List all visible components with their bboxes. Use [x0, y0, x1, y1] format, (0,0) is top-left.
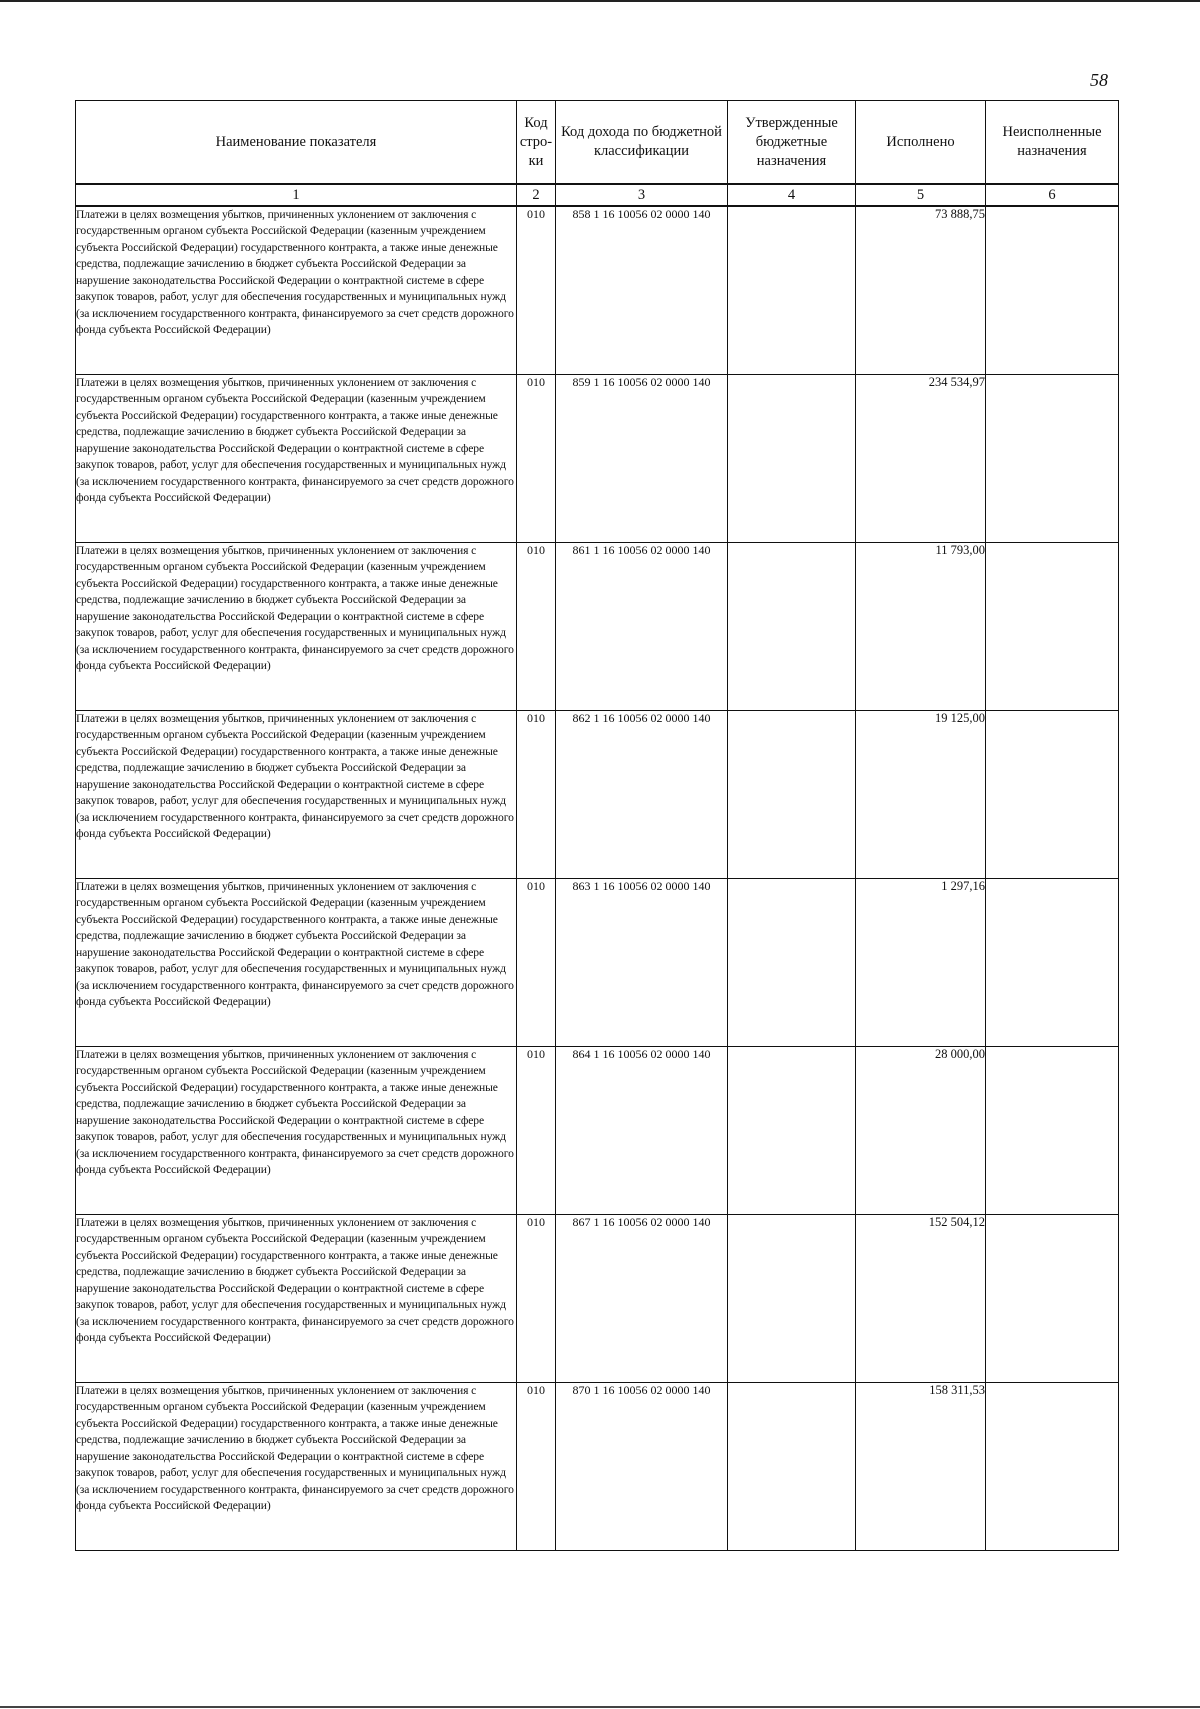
row-income-code: 867 1 16 10056 02 0000 140 [556, 1215, 728, 1383]
row-unexecuted [986, 543, 1119, 711]
row-line-code: 010 [517, 711, 556, 879]
row-executed: 158 311,53 [856, 1383, 986, 1551]
column-number: 1 [76, 184, 517, 206]
row-approved [728, 375, 856, 543]
row-income-code: 862 1 16 10056 02 0000 140 [556, 711, 728, 879]
row-unexecuted [986, 206, 1119, 375]
row-executed: 73 888,75 [856, 206, 986, 375]
row-unexecuted [986, 879, 1119, 1047]
row-name: Платежи в целях возмещения убытков, причиненных уклонением от заключения с государственным органом субъекта Российской Федерации (казенным учреждением субъекта Российской Федерации) государственного контракта, а также иные денежные средства, подлежащие зачислению в бюджет субъекта Российской Федерации за нарушение законодательства Российской Федерации о контрактной системе в сфере закупок товаров, работ, услуг для обеспечения государственных и муниципальных нужд (за исключением государственного контракта, финансируемого за счет средств дорожного фонда субъекта Российской Федерации) [76, 879, 517, 1047]
report-table [75, 100, 1119, 1551]
row-executed: 19 125,00 [856, 711, 986, 879]
row-executed: 11 793,00 [856, 543, 986, 711]
row-unexecuted [986, 711, 1119, 879]
header-income-code: Код дохода по бюджетной классификации [556, 101, 728, 185]
table-row [76, 1047, 1119, 1215]
column-number-row [76, 184, 1119, 206]
table-row [76, 1383, 1119, 1551]
column-number: 6 [986, 184, 1119, 206]
row-executed: 234 534,97 [856, 375, 986, 543]
header-executed: Исполнено [856, 101, 986, 185]
row-name: Платежи в целях возмещения убытков, причиненных уклонением от заключения с государственным органом субъекта Российской Федерации (казенным учреждением субъекта Российской Федерации) государственного контракта, а также иные денежные средства, подлежащие зачислению в бюджет субъекта Российской Федерации за нарушение законодательства Российской Федерации о контрактной системе в сфере закупок товаров, работ, услуг для обеспечения государственных и муниципальных нужд (за исключением государственного контракта, финансируемого за счет средств дорожного фонда субъекта Российской Федерации) [76, 711, 517, 879]
column-number: 4 [728, 184, 856, 206]
row-name: Платежи в целях возмещения убытков, причиненных уклонением от заключения с государственным органом субъекта Российской Федерации (казенным учреждением субъекта Российской Федерации) государственного контракта, а также иные денежные средства, подлежащие зачислению в бюджет субъекта Российской Федерации за нарушение законодательства Российской Федерации о контрактной системе в сфере закупок товаров, работ, услуг для обеспечения государственных и муниципальных нужд (за исключением государственного контракта, финансируемого за счет средств дорожного фонда субъекта Российской Федерации) [76, 1047, 517, 1215]
row-approved [728, 543, 856, 711]
row-line-code: 010 [517, 1215, 556, 1383]
row-line-code: 010 [517, 1383, 556, 1551]
row-income-code: 863 1 16 10056 02 0000 140 [556, 879, 728, 1047]
table-row [76, 375, 1119, 543]
header-unexecuted: Неисполненные назначения [986, 101, 1119, 185]
row-name: Платежи в целях возмещения убытков, причиненных уклонением от заключения с государственным органом субъекта Российской Федерации (казенным учреждением субъекта Российской Федерации) государственного контракта, а также иные денежные средства, подлежащие зачислению в бюджет субъекта Российской Федерации за нарушение законодательства Российской Федерации о контрактной системе в сфере закупок товаров, работ, услуг для обеспечения государственных и муниципальных нужд (за исключением государственного контракта, финансируемого за счет средств дорожного фонда субъекта Российской Федерации) [76, 375, 517, 543]
row-line-code: 010 [517, 375, 556, 543]
table-header-row [76, 101, 1119, 185]
header-line-code: Код стро- ки [517, 101, 556, 185]
header-name: Наименование показателя [76, 101, 517, 185]
row-name: Платежи в целях возмещения убытков, причиненных уклонением от заключения с государственным органом субъекта Российской Федерации (казенным учреждением субъекта Российской Федерации) государственного контракта, а также иные денежные средства, подлежащие зачислению в бюджет субъекта Российской Федерации за нарушение законодательства Российской Федерации о контрактной системе в сфере закупок товаров, работ, услуг для обеспечения государственных и муниципальных нужд (за исключением государственного контракта, финансируемого за счет средств дорожного фонда субъекта Российской Федерации) [76, 1383, 517, 1551]
table-row [76, 879, 1119, 1047]
row-executed: 1 297,16 [856, 879, 986, 1047]
row-unexecuted [986, 1047, 1119, 1215]
row-line-code: 010 [517, 1047, 556, 1215]
row-executed: 152 504,12 [856, 1215, 986, 1383]
table-row [76, 543, 1119, 711]
row-income-code: 859 1 16 10056 02 0000 140 [556, 375, 728, 543]
row-line-code: 010 [517, 879, 556, 1047]
row-name: Платежи в целях возмещения убытков, причиненных уклонением от заключения с государственным органом субъекта Российской Федерации (казенным учреждением субъекта Российской Федерации) государственного контракта, а также иные денежные средства, подлежащие зачислению в бюджет субъекта Российской Федерации за нарушение законодательства Российской Федерации о контрактной системе в сфере закупок товаров, работ, услуг для обеспечения государственных и муниципальных нужд (за исключением государственного контракта, финансируемого за счет средств дорожного фонда субъекта Российской Федерации) [76, 206, 517, 375]
column-number: 5 [856, 184, 986, 206]
scan-edge-top [0, 0, 1200, 2]
table-row [76, 206, 1119, 375]
row-approved [728, 1047, 856, 1215]
row-line-code: 010 [517, 206, 556, 375]
row-approved [728, 1215, 856, 1383]
row-approved [728, 206, 856, 375]
column-number: 2 [517, 184, 556, 206]
row-income-code: 861 1 16 10056 02 0000 140 [556, 543, 728, 711]
table-row [76, 711, 1119, 879]
row-name: Платежи в целях возмещения убытков, причиненных уклонением от заключения с государственным органом субъекта Российской Федерации (казенным учреждением субъекта Российской Федерации) государственного контракта, а также иные денежные средства, подлежащие зачислению в бюджет субъекта Российской Федерации за нарушение законодательства Российской Федерации о контрактной системе в сфере закупок товаров, работ, услуг для обеспечения государственных и муниципальных нужд (за исключением государственного контракта, финансируемого за счет средств дорожного фонда субъекта Российской Федерации) [76, 1215, 517, 1383]
row-unexecuted [986, 1383, 1119, 1551]
page-number: 58 [1090, 70, 1108, 90]
table-row [76, 1215, 1119, 1383]
row-income-code: 858 1 16 10056 02 0000 140 [556, 206, 728, 375]
row-income-code: 870 1 16 10056 02 0000 140 [556, 1383, 728, 1551]
row-unexecuted [986, 1215, 1119, 1383]
row-approved [728, 879, 856, 1047]
row-approved [728, 1383, 856, 1551]
row-income-code: 864 1 16 10056 02 0000 140 [556, 1047, 728, 1215]
row-unexecuted [986, 375, 1119, 543]
row-name: Платежи в целях возмещения убытков, причиненных уклонением от заключения с государственным органом субъекта Российской Федерации (казенным учреждением субъекта Российской Федерации) государственного контракта, а также иные денежные средства, подлежащие зачислению в бюджет субъекта Российской Федерации за нарушение законодательства Российской Федерации о контрактной системе в сфере закупок товаров, работ, услуг для обеспечения государственных и муниципальных нужд (за исключением государственного контракта, финансируемого за счет средств дорожного фонда субъекта Российской Федерации) [76, 543, 517, 711]
scan-edge-bottom [0, 1706, 1200, 1708]
row-executed: 28 000,00 [856, 1047, 986, 1215]
row-approved [728, 711, 856, 879]
column-number: 3 [556, 184, 728, 206]
row-line-code: 010 [517, 543, 556, 711]
header-approved: Утвержденные бюджетные назначения [728, 101, 856, 185]
